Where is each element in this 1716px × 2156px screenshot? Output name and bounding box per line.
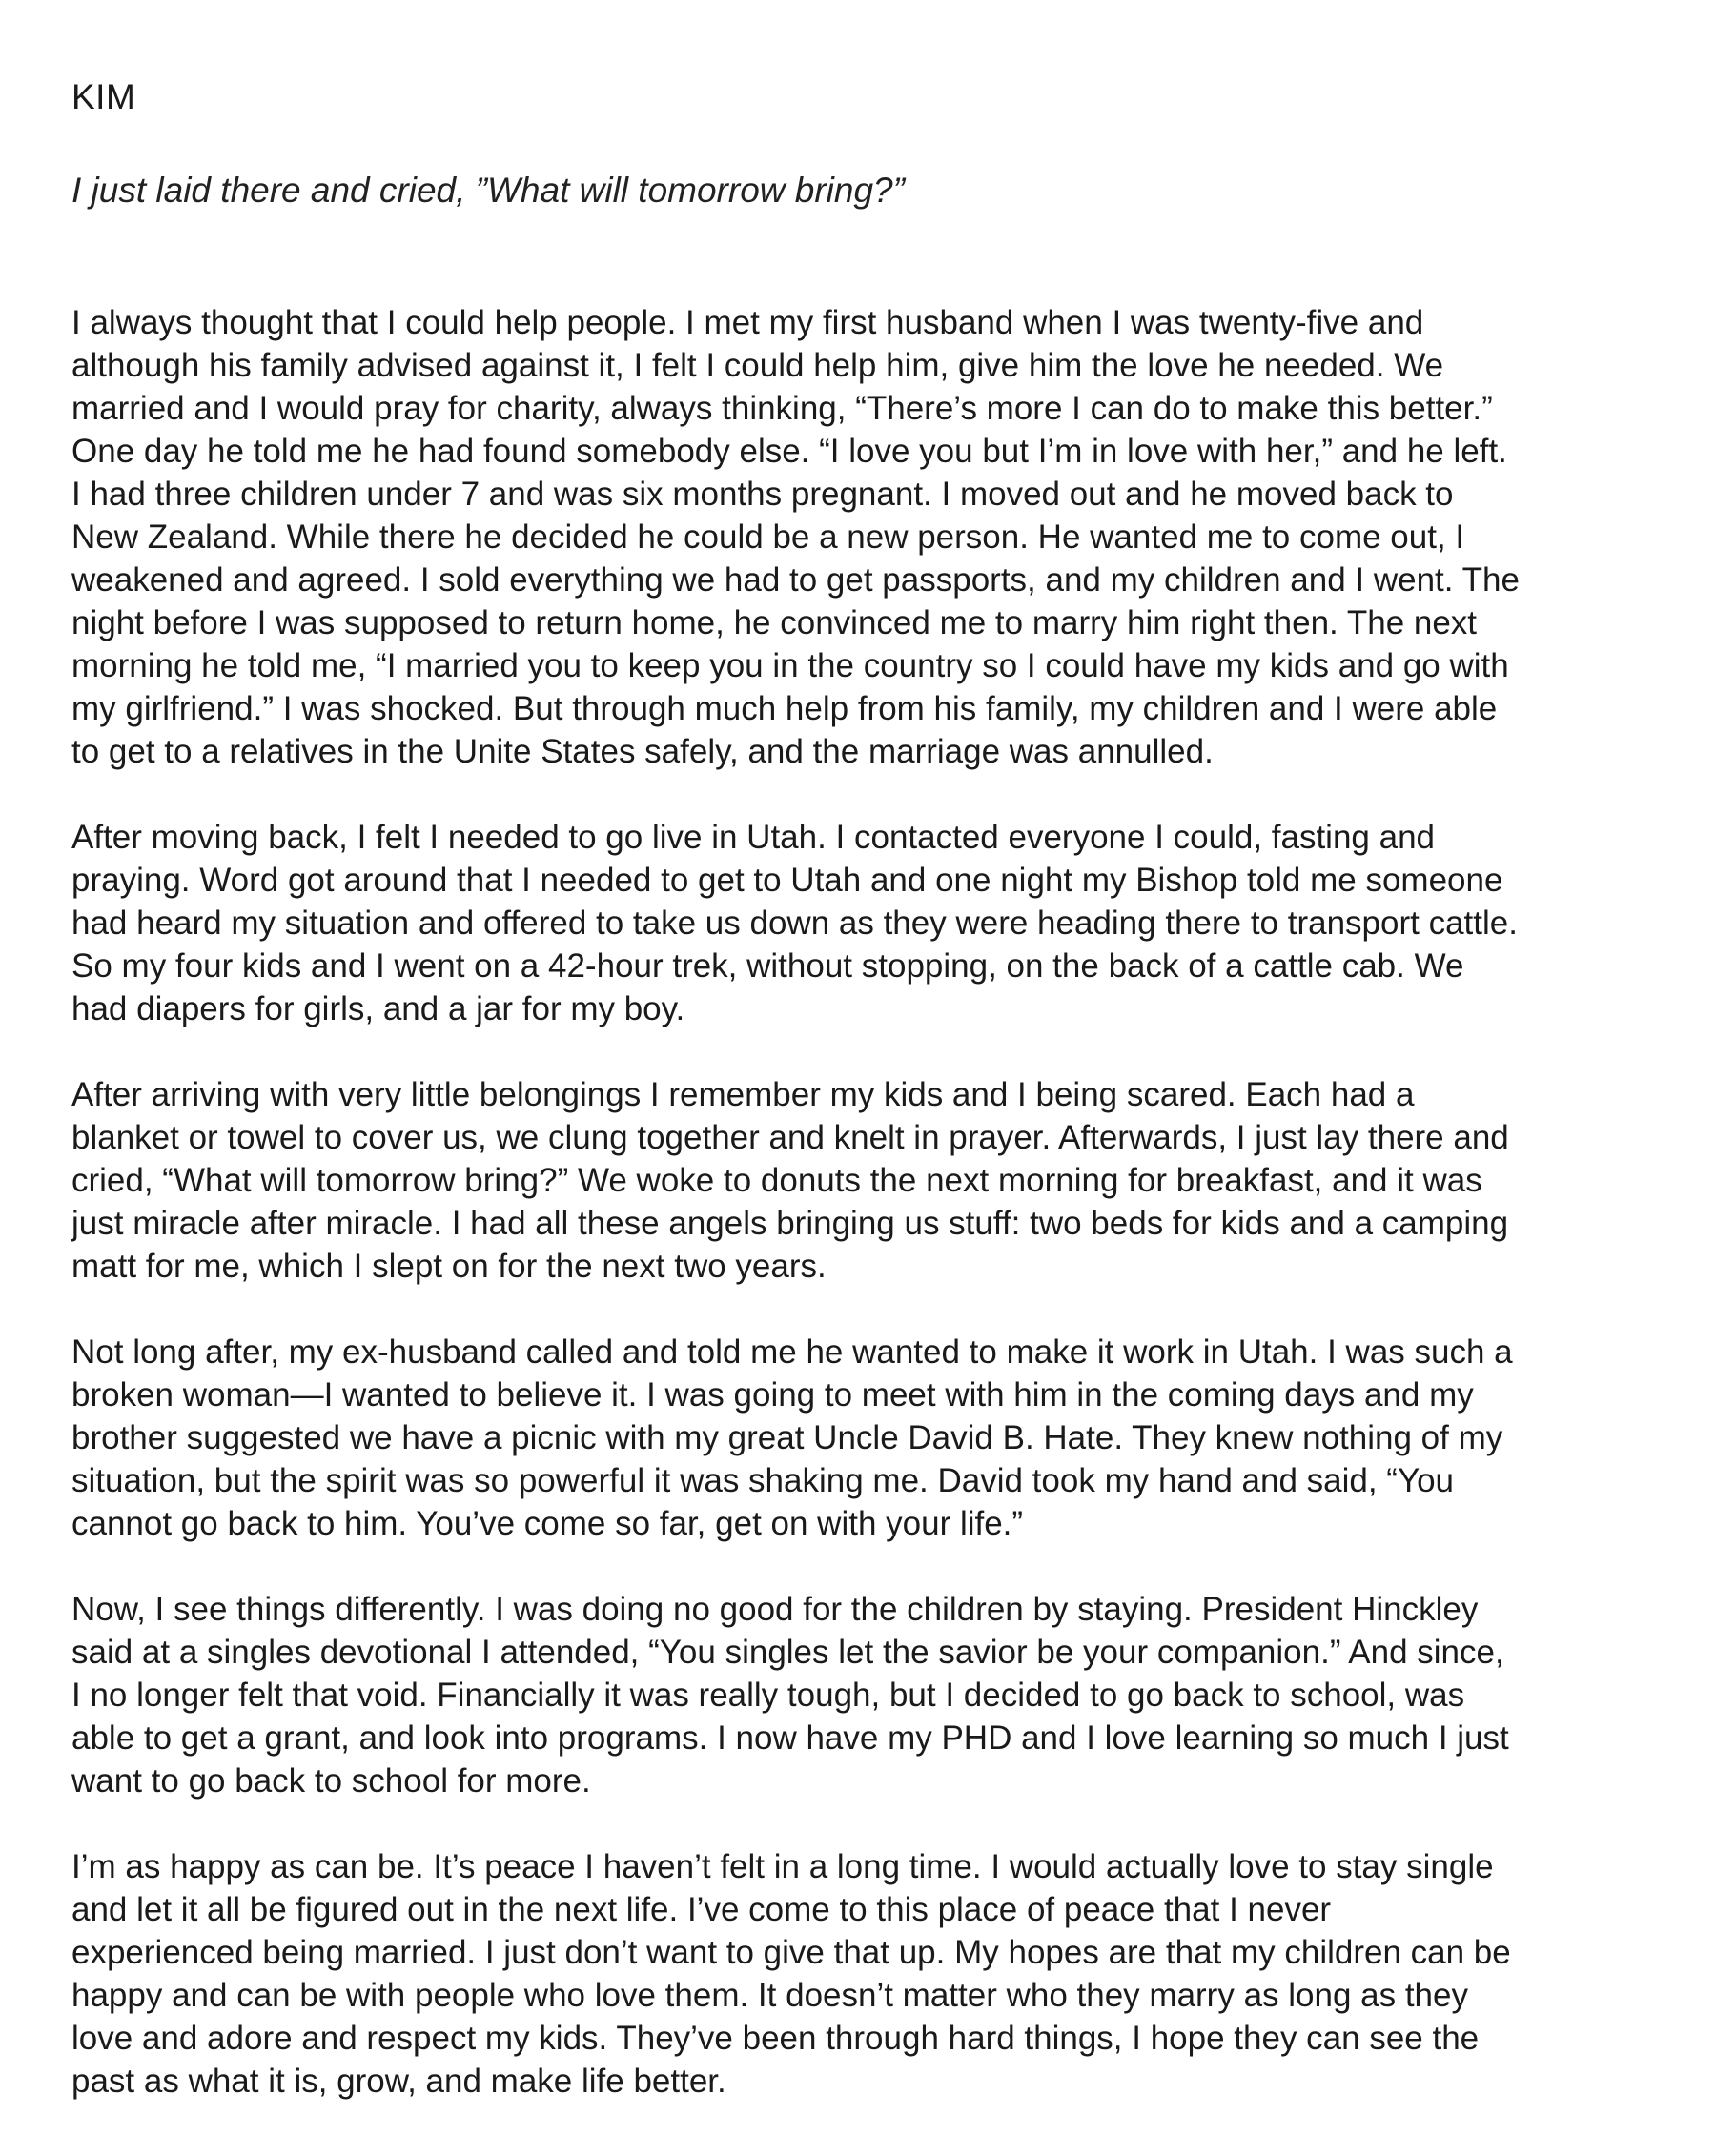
text-line: I’m as happy as can be. It’s peace I haven’t felt in a long time. I would actually love to stay single xyxy=(72,1848,1494,1885)
text-line: had heard my situation and offered to take us down as they were heading there to transport cattle. xyxy=(72,905,1518,942)
paragraph xyxy=(72,816,1654,1030)
text-line: blanket or towel to cover us, we clung together and knelt in prayer. Afterwards, I just lay there and xyxy=(72,1119,1509,1156)
text-line: to get to a relatives in the Unite States safely, and the marriage was annulled. xyxy=(72,733,1214,770)
paragraph xyxy=(72,301,1654,773)
text-line: matt for me, which I slept on for the next two years. xyxy=(72,1248,827,1285)
text-line: past as what it is, grow, and make life better. xyxy=(72,2063,726,2100)
text-line: morning he told me, “I married you to keep you in the country so I could have my kids and go with xyxy=(72,647,1509,684)
text-line: said at a singles devotional I attended, “You singles let the savior be your companion.” And since, xyxy=(72,1634,1504,1671)
pull-quote: I just laid there and cried, ”What will tomorrow bring?” xyxy=(72,171,905,210)
text-line: experienced being married. I just don’t want to give that up. My hopes are that my children can be xyxy=(72,1934,1511,1971)
text-line: Not long after, my ex-husband called and told me he wanted to make it work in Utah. I was such a xyxy=(72,1333,1513,1371)
text-line: brother suggested we have a picnic with my great Uncle David B. Hate. They knew nothing of my xyxy=(72,1419,1503,1456)
text-line: happy and can be with people who love them. It doesn’t matter who they marry as long as they xyxy=(72,1977,1468,2014)
paragraph xyxy=(72,1073,1654,1288)
text-line: praying. Word got around that I needed to get to Utah and one night my Bishop told me someone xyxy=(72,862,1503,899)
text-line: night before I was supposed to return home, he convinced me to marry him right then. The next xyxy=(72,604,1478,641)
text-line: cannot go back to him. You’ve come so far, get on with your life.” xyxy=(72,1505,1024,1542)
paragraph xyxy=(72,1331,1654,1545)
text-line: weakened and agreed. I sold everything we had to get passports, and my children and I went. The xyxy=(72,561,1520,599)
text-line: situation, but the spirit was so powerful it was shaking me. David took my hand and said, “You xyxy=(72,1462,1455,1499)
page-title: KIM xyxy=(72,77,136,116)
text-line: I always thought that I could help people. I met my first husband when I was twenty-five and xyxy=(72,304,1424,341)
story-body xyxy=(72,301,1654,2146)
text-line: my girlfriend.” I was shocked. But through much help from his family, my children and I were able xyxy=(72,690,1498,727)
text-line: So my four kids and I went on a 42-hour trek, without stopping, on the back of a cattle cab. We xyxy=(72,947,1464,985)
text-line: broken woman—I wanted to believe it. I was going to meet with him in the coming days and my xyxy=(72,1376,1474,1414)
text-line: had diapers for girls, and a jar for my boy. xyxy=(72,990,685,1027)
text-line: just miracle after miracle. I had all these angels bringing us stuff: two beds for kids and a camping xyxy=(72,1205,1509,1242)
text-line: After arriving with very little belongings I remember my kids and I being scared. Each had a xyxy=(72,1076,1415,1113)
text-line: and let it all be figured out in the next life. I’ve come to this place of peace that I never xyxy=(72,1891,1332,1928)
paragraph xyxy=(72,1588,1654,1802)
text-line: New Zealand. While there he decided he could be a new person. He wanted me to come out, I xyxy=(72,519,1465,556)
text-line: Now, I see things differently. I was doing no good for the children by staying. President Hinckley xyxy=(72,1591,1479,1628)
text-line: I no longer felt that void. Financially it was really tough, but I decided to go back to school, was xyxy=(72,1677,1465,1714)
text-line: want to go back to school for more. xyxy=(72,1762,591,1800)
text-line: love and adore and respect my kids. They’ve been through hard things, I hope they can see the xyxy=(72,2020,1480,2057)
text-line: married and I would pray for charity, always thinking, “There’s more I can do to make this better.” xyxy=(72,390,1493,427)
text-line: After moving back, I felt I needed to go live in Utah. I contacted everyone I could, fasting and xyxy=(72,819,1436,856)
text-line: cried, “What will tomorrow bring?” We woke to donuts the next morning for breakfast, and it was xyxy=(72,1162,1482,1199)
paragraph xyxy=(72,1845,1654,2103)
text-line: although his family advised against it, I felt I could help him, give him the love he needed. We xyxy=(72,347,1444,384)
text-line: One day he told me he had found somebody else. “I love you but I’m in love with her,” and he left. xyxy=(72,433,1507,470)
text-line: I had three children under 7 and was six months pregnant. I moved out and he moved back to xyxy=(72,476,1454,513)
text-line: able to get a grant, and look into programs. I now have my PHD and I love learning so much I just xyxy=(72,1719,1509,1757)
